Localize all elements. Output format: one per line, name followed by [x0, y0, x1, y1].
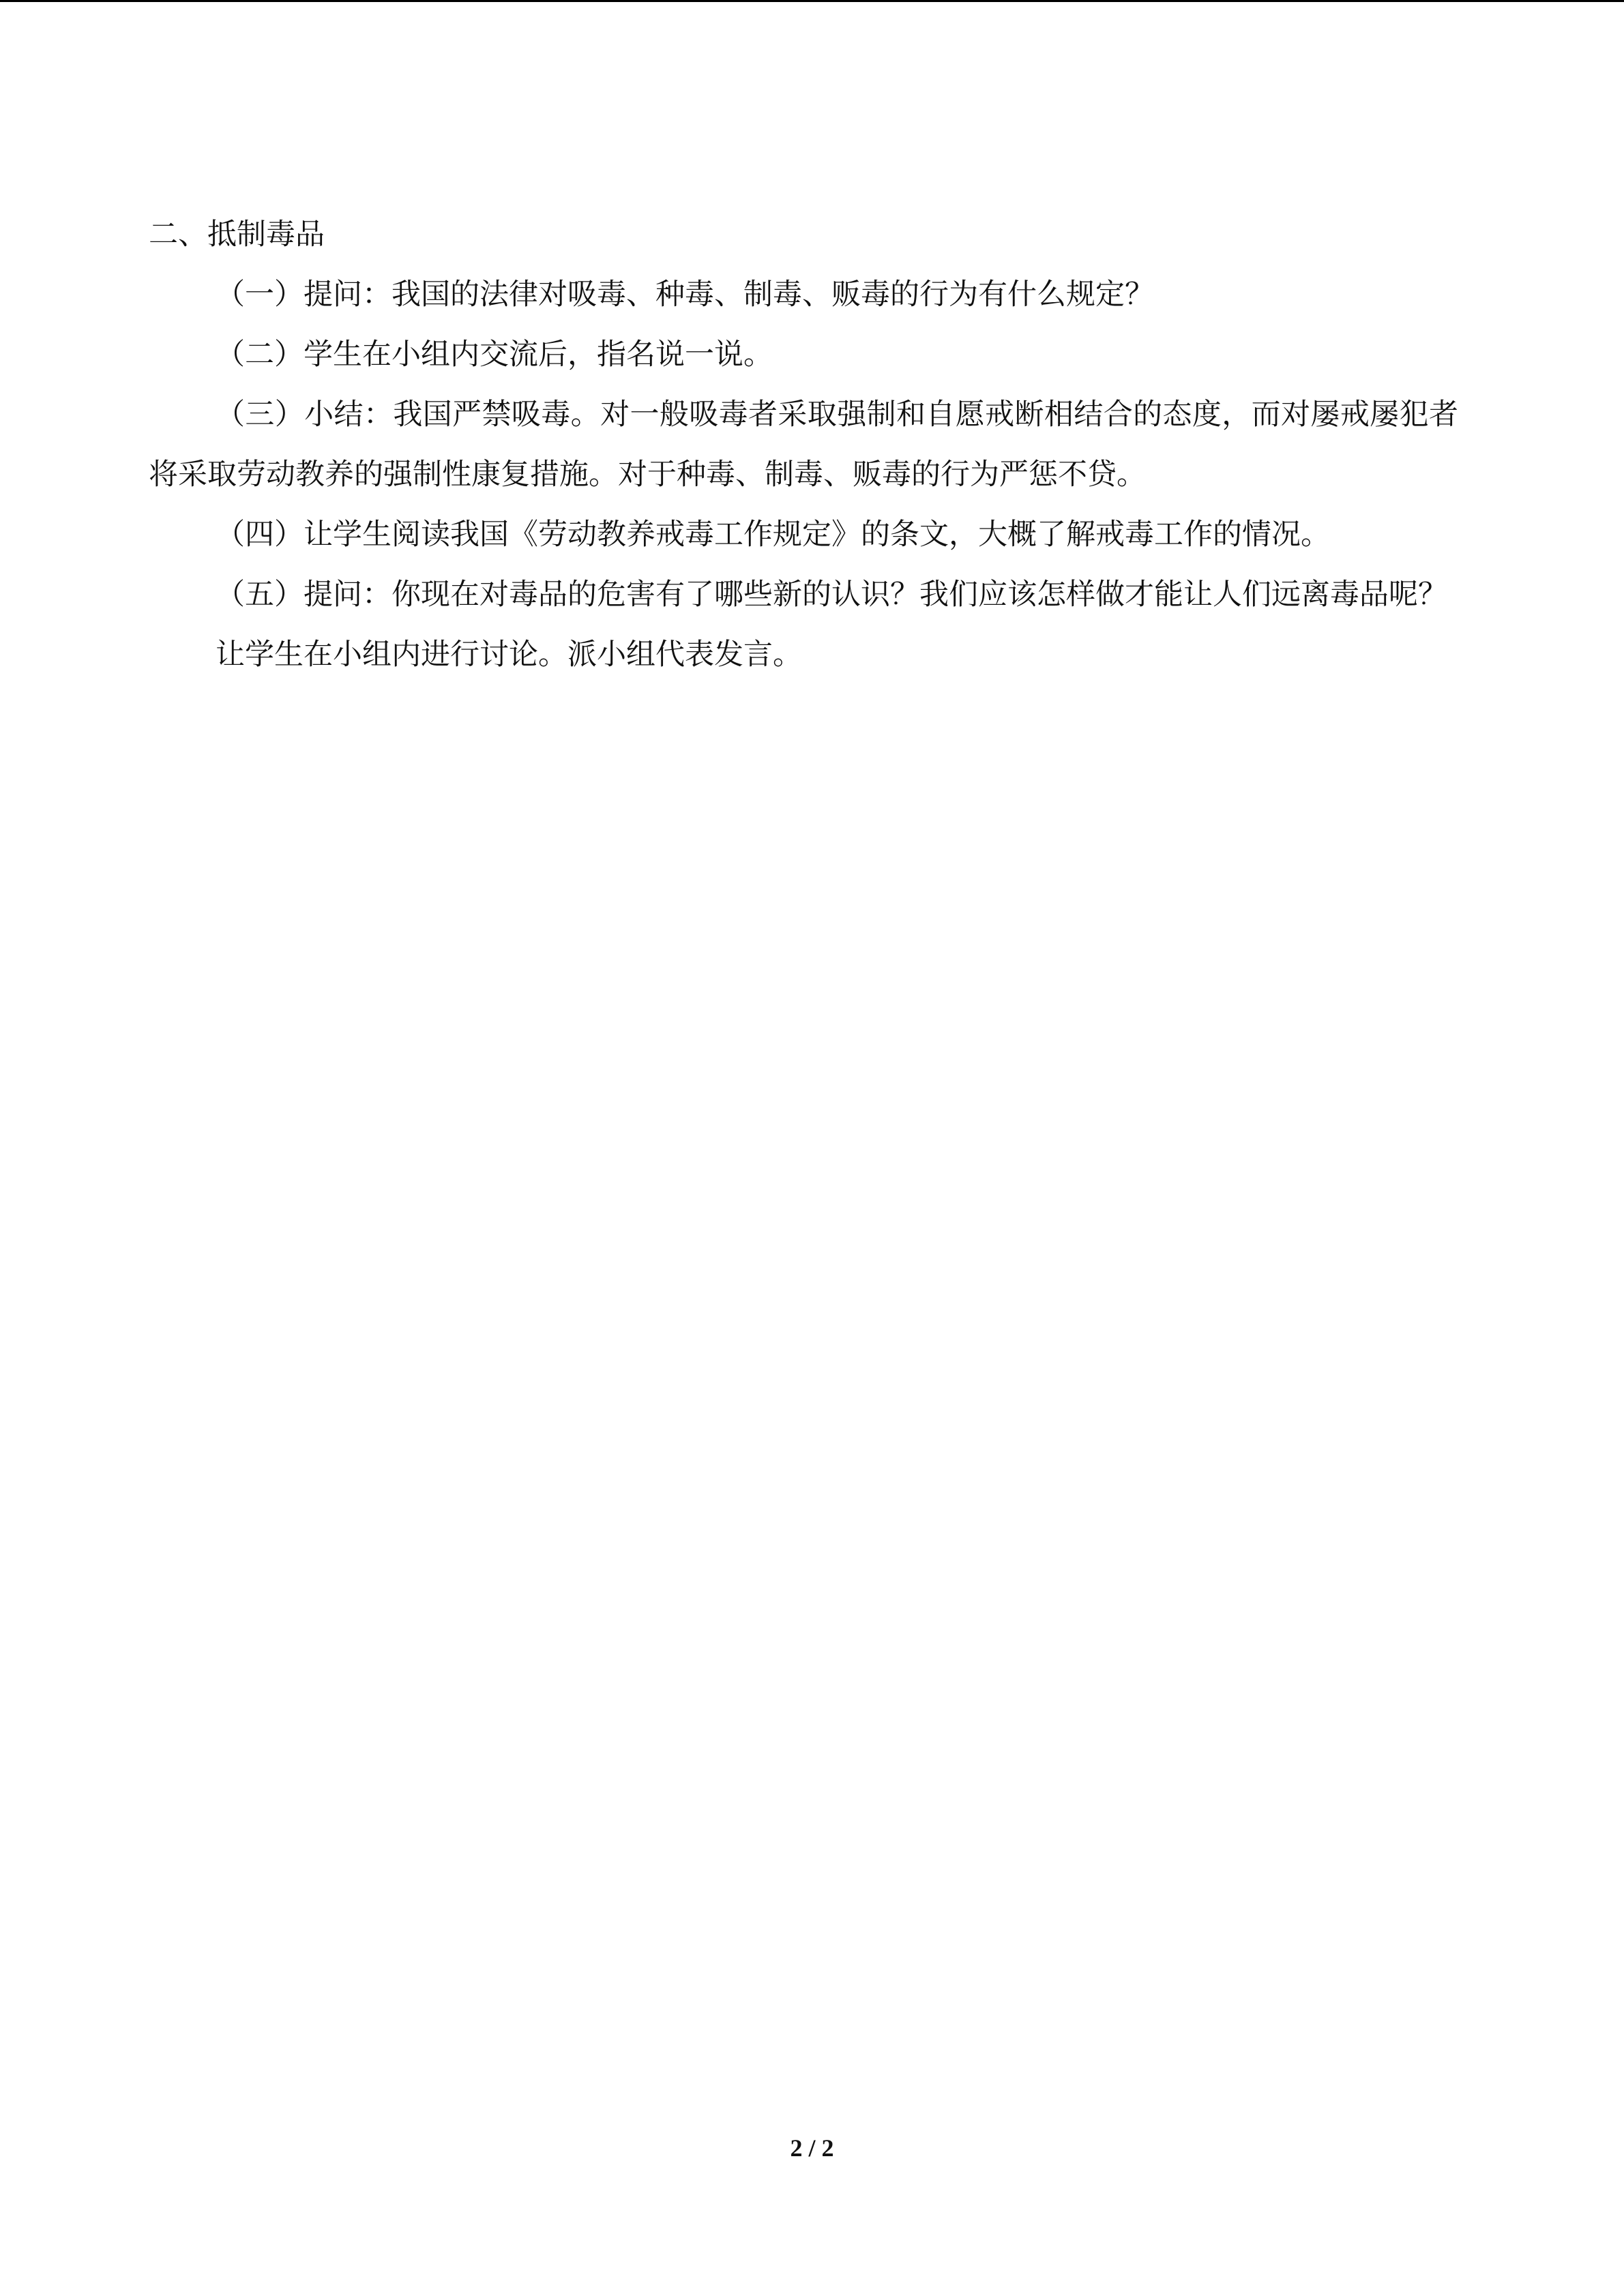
paragraph-question-5: （五）提问：你现在对毒品的危害有了哪些新的认识？我们应该怎样做才能让人们远离毒品呢？: [216, 578, 1447, 612]
paragraph-summary-3: （三）小结：我国严禁吸毒。对一般吸毒者采取强制和自愿戒断相结合的态度，而对屡戒屡犯者将采取劳动教养的强制性康复措施。对于种毒、制毒、贩毒的行为严惩不贷。: [149, 398, 1458, 492]
paragraph-group-discussion: 让学生在小组内进行讨论。派小组代表发言。: [216, 638, 802, 672]
paragraph-question-1: （一）提问：我国的法律对吸毒、种毒、制毒、贩毒的行为有什么规定？: [216, 278, 1154, 312]
top-border-line: [0, 0, 1624, 2]
page-number: 2 / 2: [790, 2134, 834, 2162]
section-heading: 二、抵制毒品: [149, 218, 325, 252]
document-body: [149, 205, 1458, 685]
paragraph-discussion-2: （二）学生在小组内交流后，指名说一说。: [216, 338, 773, 372]
paragraph-reading-4: （四）让学生阅读我国《劳动教养戒毒工作规定》的条文，大概了解戒毒工作的情况。: [216, 518, 1330, 552]
